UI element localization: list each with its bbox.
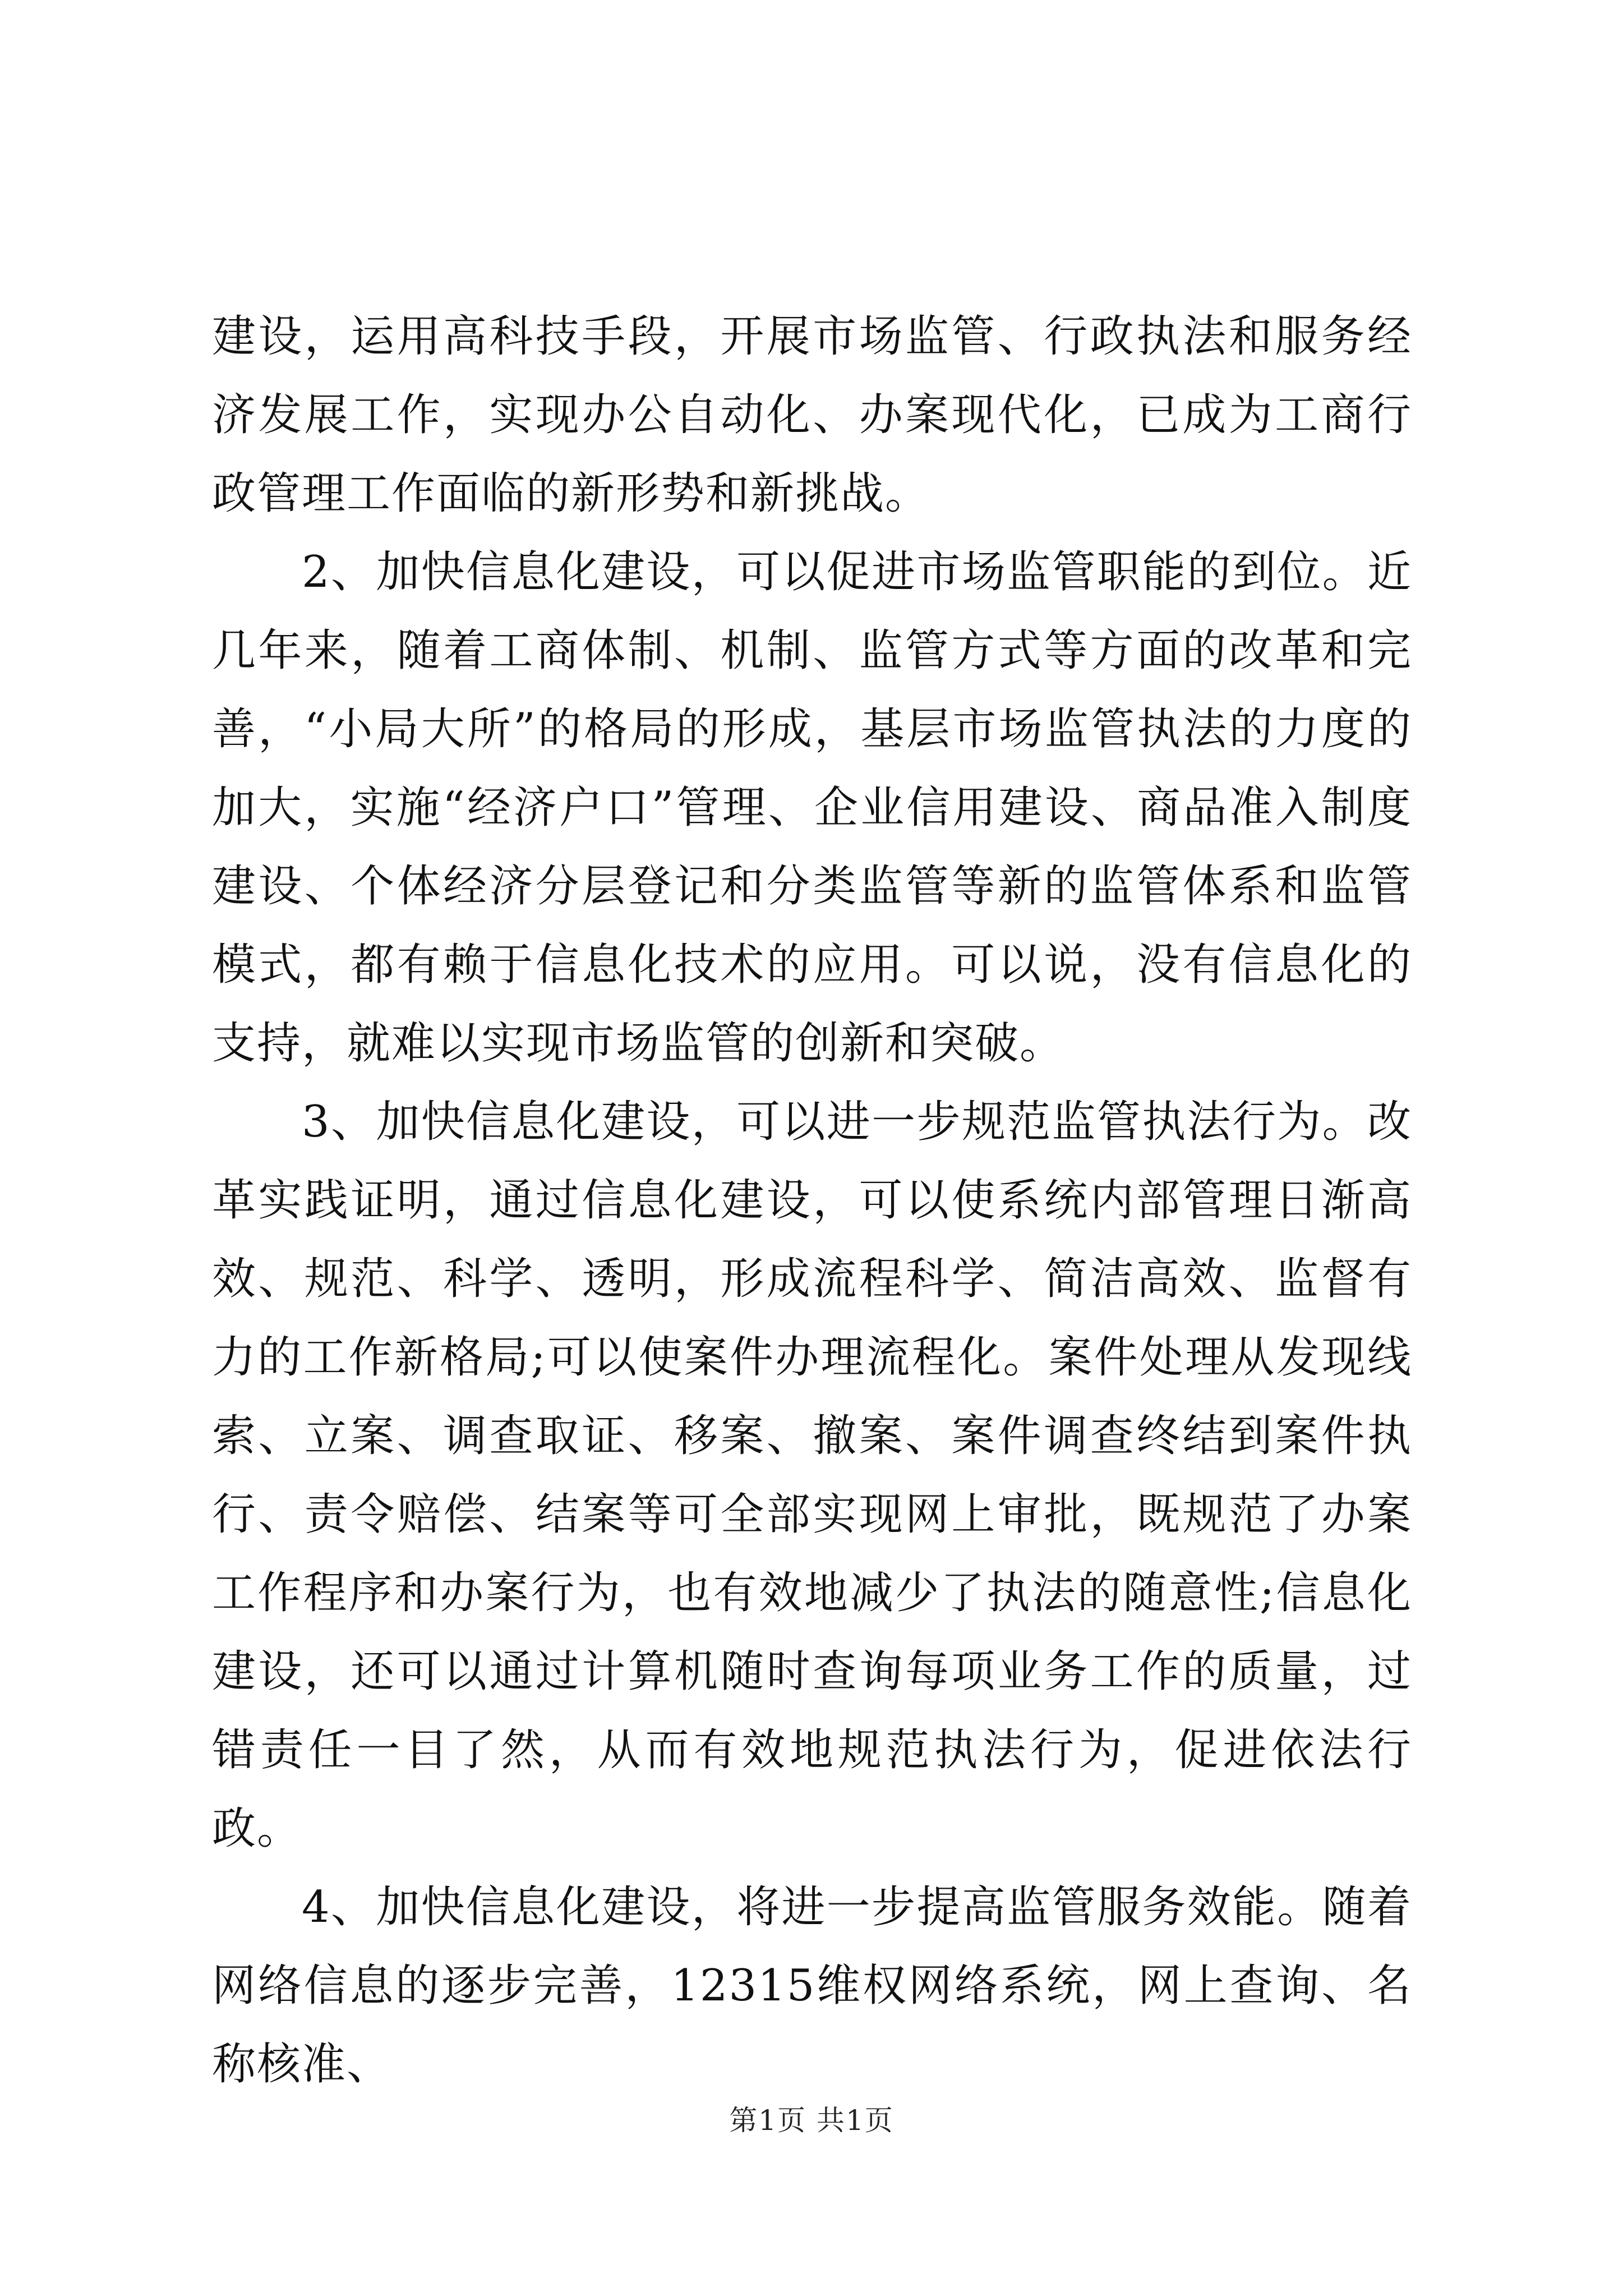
document-body — [212, 297, 1412, 2104]
paragraph-4: 4、加快信息化建设，将进一步提高监管服务效能。随着网络信息的逐步完善，12315维权网络系统，网上查询、名称核准、 — [212, 1882, 1412, 2090]
paragraph-1: 建设，运用高科技手段，开展市场监管、行政执法和服务经济发展工作，实现办公自动化、办案现代化，已成为工商行政管理工作面临的新形势和新挑战。 — [212, 311, 1412, 519]
paragraph-2: 2、加快信息化建设，可以促进市场监管职能的到位。近几年来，随着工商体制、机制、监管方式等方面的改革和完善，“小局大所”的格局的形成，基层市场监管执法的力度的加大，实施“经济户口”管理、企业信用建设、商品准入制度建设、个体经济分层登记和分类监管等新的监管体系和监管模式，都有赖于信息化技术的应用。可以说，没有信息化的支持，就难以实现市场监管的创新和突破。 — [212, 547, 1412, 1069]
paragraph-3: 3、加快信息化建设，可以进一步规范监管执法行为。改革实践证明，通过信息化建设，可以使系统内部管理日渐高效、规范、科学、透明，形成流程科学、简洁高效、监督有力的工作新格局;可以使案件办理流程化。案件处理从发现线索、立案、调查取证、移案、撤案、案件调查终结到案件执行、责令赔偿、结案等可全部实现网上审批，既规范了办案工作程序和办案行为，也有效地减少了执法的随意性;信息化建设，还可以通过计算机随时查询每项业务工作的质量，过错责任一目了然，从而有效地规范执法行为，促进依法行政。 — [212, 1097, 1412, 1854]
page-footer: 第1页 共1页 — [729, 2104, 894, 2137]
